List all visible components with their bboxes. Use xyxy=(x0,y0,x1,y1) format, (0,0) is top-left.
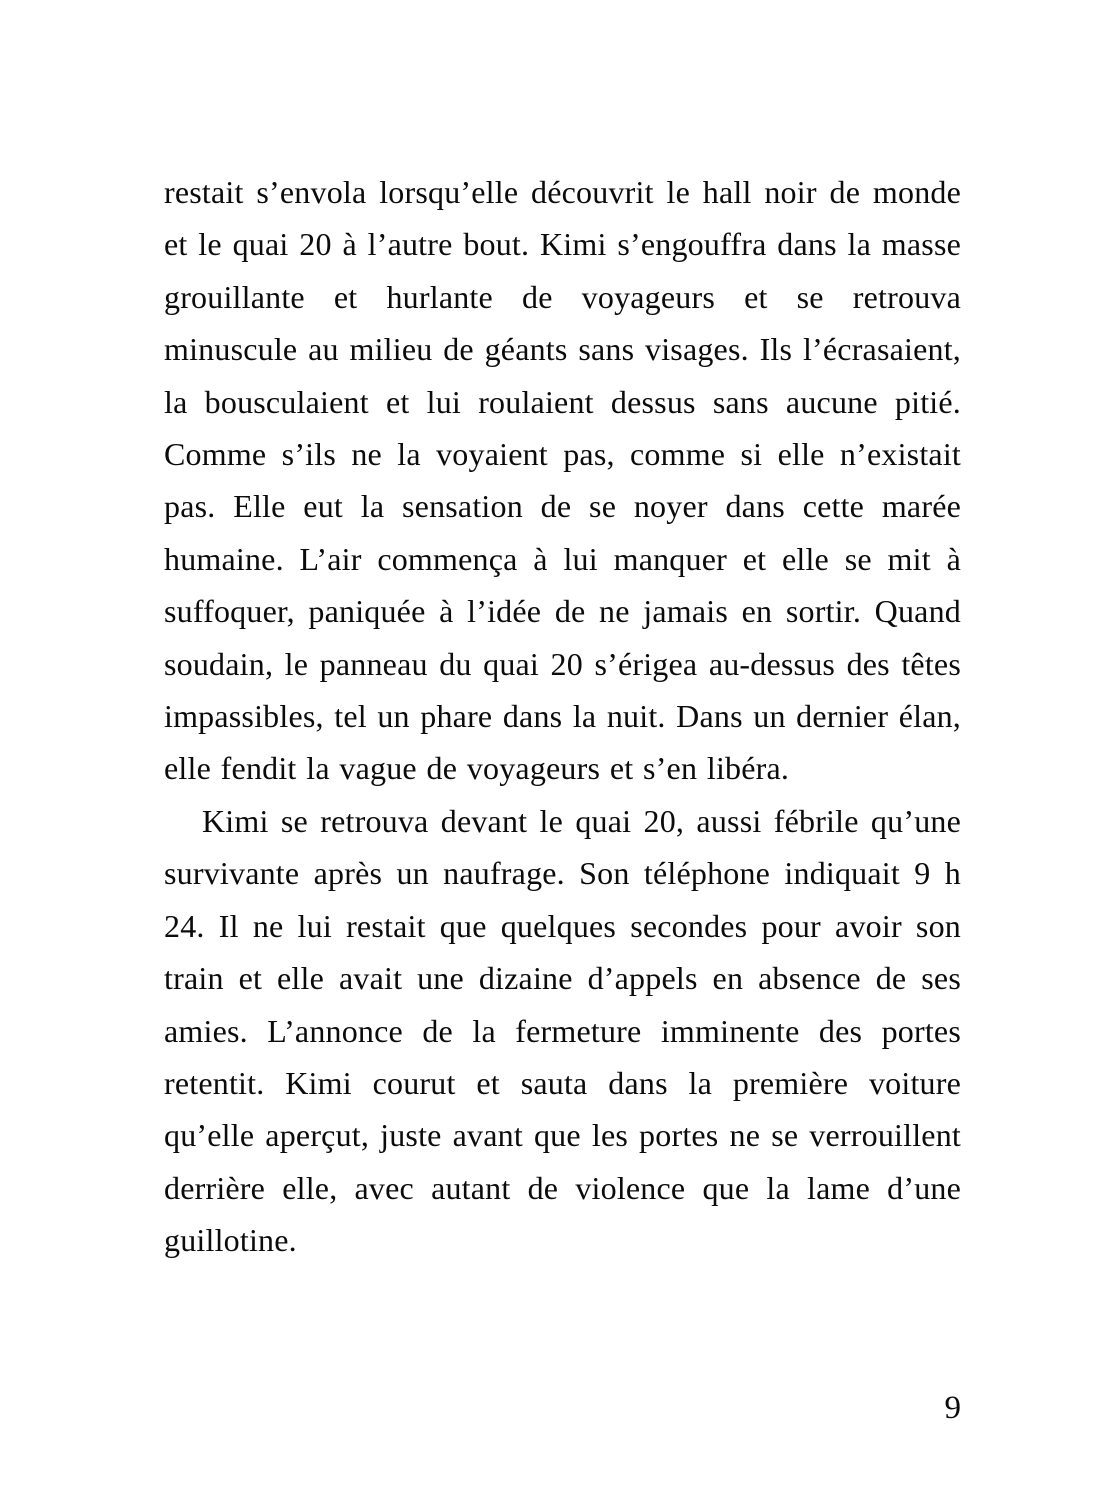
page-number: 9 xyxy=(944,1390,961,1426)
page-text xyxy=(164,166,961,1267)
paragraph-continuation: restait s’envola lorsqu’elle découvrit le hall noir de monde et le quai 20 à l’autre bout. Kimi s’engouffra dans la masse grouillante et hurlante de voyageurs et se retrouva minuscule au milieu de géants sans visages. Ils l’écrasaient, la bousculaient et lui roulaient dessus sans aucune pitié. Comme s’ils ne la voyaient pas, comme si elle n’existait pas. Elle eut la sensation de se noyer dans cette marée humaine. L’air commença à lui manquer et elle se mit à suffoquer, paniquée à l’idée de ne jamais en sortir. Quand soudain, le panneau du quai 20 s’érigea au-dessus des têtes impassibles, tel un phare dans la nuit. Dans un dernier élan, elle fendit la vague de voyageurs et s’en libéra. xyxy=(164,174,961,787)
paragraph: Kimi se retrouva devant le quai 20, aussi fébrile qu’une survivante après un naufrage. Son téléphone indiquait 9 h 24. Il ne lui restait que quelques secondes pour avoir son train et elle avait une dizaine d’appels en absence de ses amies. L’annonce de la fermeture imminente des portes retentit. Kimi courut et sauta dans la première voiture qu’elle aperçut, juste avant que les portes ne se verrouillent derrière elle, avec autant de violence que la lame d’une guillotine. xyxy=(164,802,961,1259)
